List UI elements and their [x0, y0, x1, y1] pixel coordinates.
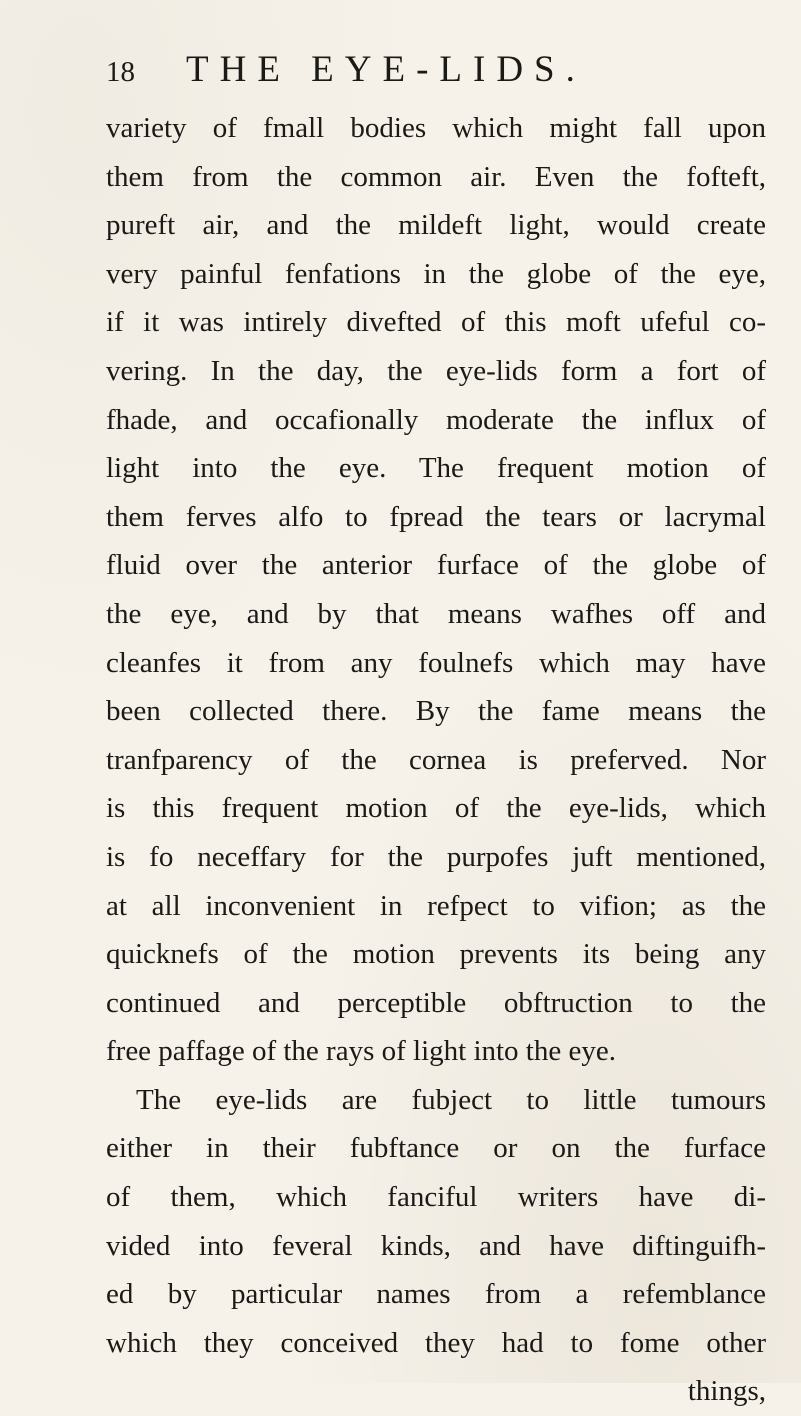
text-line: which they conceived they had to fome other [106, 1326, 766, 1359]
text-line: at all inconvenient in refpect to vifion; as the [106, 889, 766, 922]
text-line: fhade, and occafionally moderate the influx of [106, 403, 766, 436]
text-line: them ferves alfo to fpread the tears or lacrymal [106, 500, 766, 533]
text-line: fluid over the anterior furface of the globe of [106, 549, 766, 582]
text-line: cleanfes it from any foulnefs which may have [106, 646, 766, 679]
text-line: tranfparency of the cornea is preferved. Nor [106, 743, 766, 776]
running-head: THE EYE-LIDS. [186, 49, 586, 90]
text-line: pureft air, and the mildeft light, would create [106, 209, 766, 242]
text-line: light into the eye. The frequent motion of [106, 452, 766, 485]
text-line: variety of fmall bodies which might fall upon [106, 112, 766, 144]
text-line: very painful fenfations in the globe of the eye, [106, 257, 766, 290]
page-header [106, 48, 767, 104]
text-line: continued and perceptible obftruction to the [106, 986, 766, 1019]
text-line: quicknefs of the motion prevents its being any [106, 938, 766, 971]
catchword: things, [687, 1375, 766, 1408]
body-text [106, 104, 767, 1416]
text-line: either in their fubftance or on the furface [106, 1132, 766, 1165]
text-line: is fo neceffary for the purpofes juft mentioned, [106, 840, 766, 873]
text-line: of them, which fanciful writers have di- [106, 1181, 766, 1214]
text-line: been collected there. By the fame means the [106, 695, 766, 728]
text-line: ed by particular names from a refemblance [106, 1278, 766, 1311]
text-line: vided into feveral kinds, and have diftinguifh- [106, 1229, 766, 1262]
text-line: them from the common air. Even the fofteft, [106, 160, 766, 193]
text-line: is this frequent motion of the eye-lids, which [106, 792, 766, 825]
page-number: 18 [106, 56, 135, 88]
text-line: free paffage of the rays of light into the eye. [106, 1035, 616, 1068]
text-line: The eye-lids are fubject to little tumours [136, 1083, 766, 1116]
text-line: the eye, and by that means wafhes off and [106, 597, 766, 630]
text-line: vering. In the day, the eye-lids form a fort of [106, 354, 766, 387]
text-line: if it was intirely divefted of this moft ufeful co- [106, 306, 766, 339]
